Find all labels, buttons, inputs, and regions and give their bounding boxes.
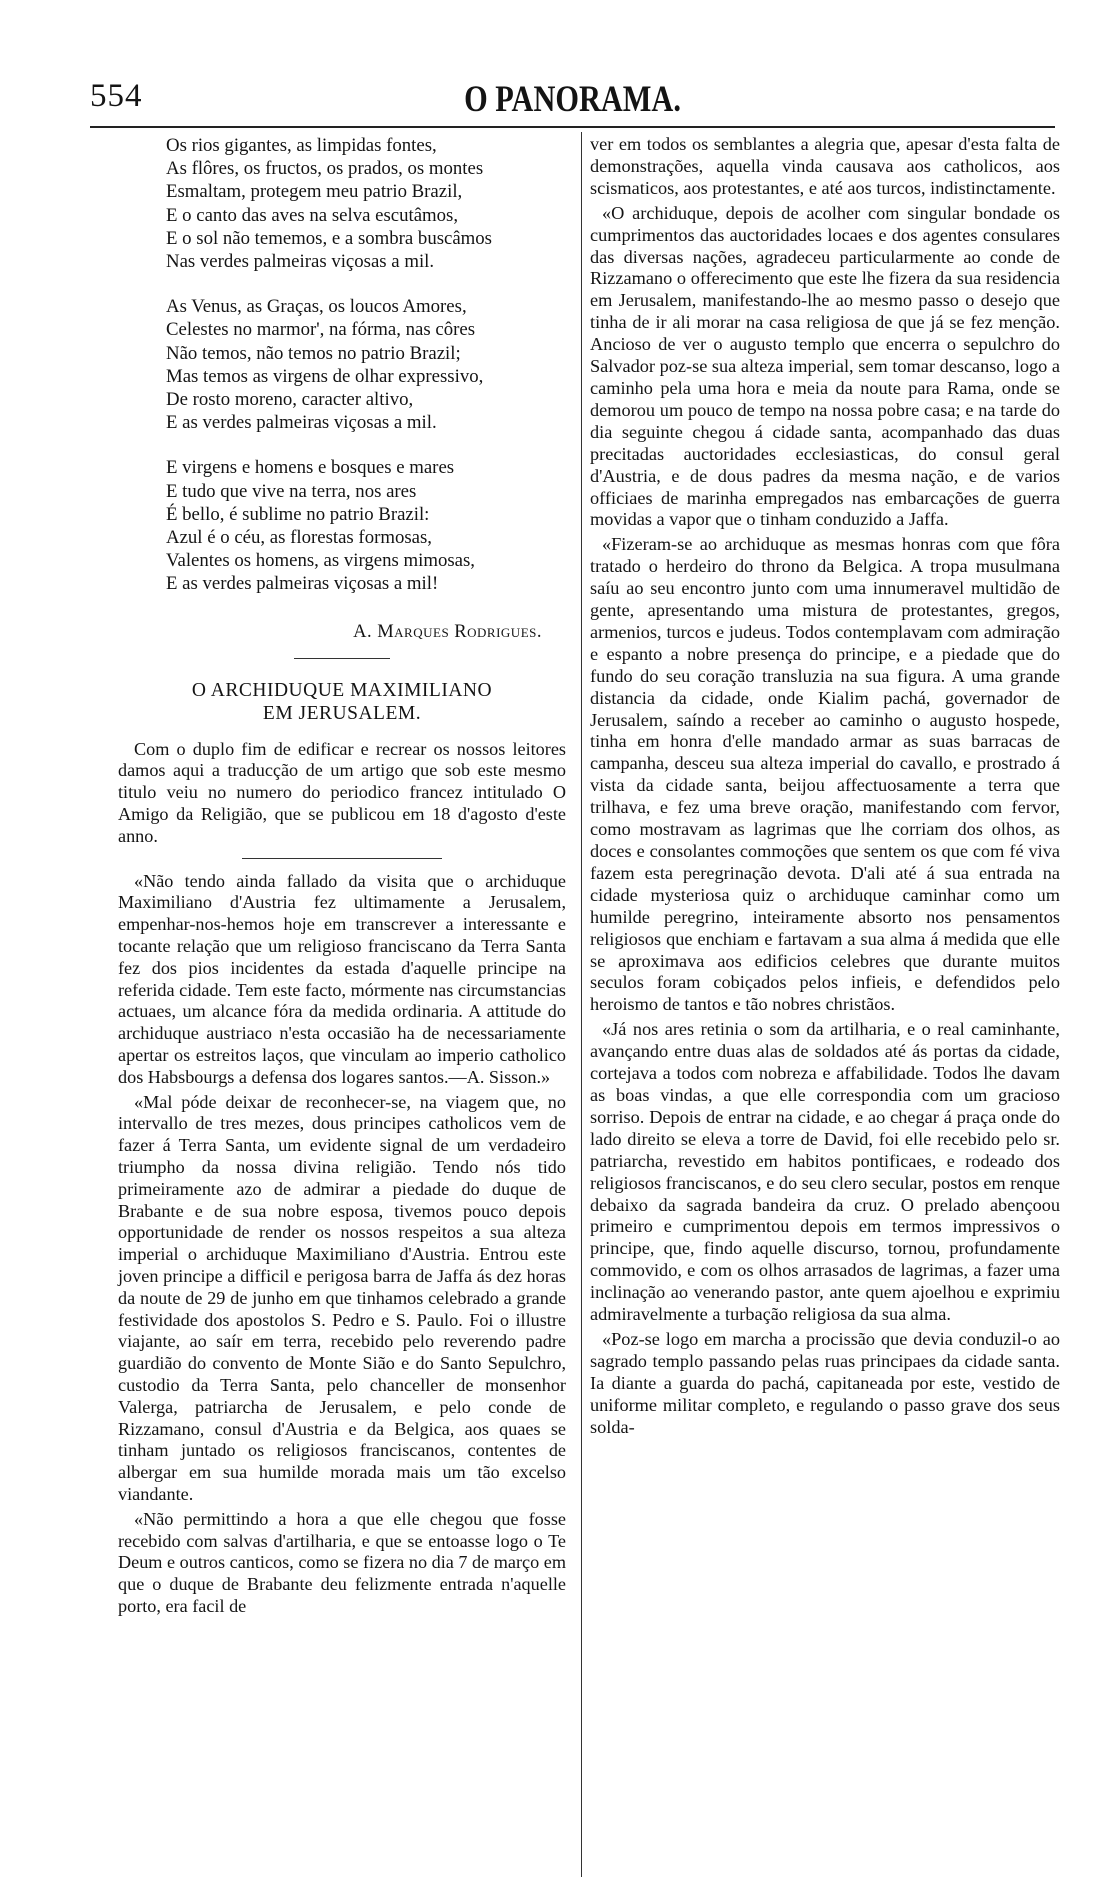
poem-line: Azul é o céu, as florestas formosas, [166,527,432,549]
poem-line: Valentes os homens, as virgens mimosas, [166,550,475,572]
poem-line: De rosto moreno, caracter altivo, [166,389,414,411]
article-paragraph: «Poz-se logo em marcha a procissão que devia conduzil-o ao sagrado templo passando pelas ruas principaes da cidade santa. Ia diante a guarda do pachá, capitaneada por este, vestido de uniforme militar completo, e regulando o passo grave dos seus solda- [590,1328,1060,1437]
poem-line: E tudo que vive na terra, nos ares [166,480,417,502]
poem-line: Não temos, não temos no patrio Brazil; [166,342,461,364]
poem-line: Nas verdes palmeiras viçosas a mil. [166,251,435,273]
poem-line: Celestes no marmor', na fórma, nas côres [166,319,476,341]
poem-line: Esmaltam, protegem meu patrio Brazil, [166,181,463,203]
section-divider [242,858,442,859]
poem-line: E o sol não tememos, e a sombra buscâmos [166,227,492,249]
page-number: 554 [90,78,143,114]
article-intro: Com o duplo fim de edificar e recrear os nossos leitores damos aqui a traducção de um artigo que sob este mesmo titulo veiu no numero do periodico francez intitulado O Amigo da Religião, que se publicou em 18 d'agosto d'este anno. [118,738,566,846]
poem-line: É bello, é sublime no patrio Brazil: [166,503,430,525]
article-paragraph: «Mal póde deixar de reconhecer-se, na viagem que, no intervallo de tres mezes, dous principes catholicos vem de fazer á Terra Santa, um evidente signal de um verdadeiro triumpho da nossa divina religião. Tendo nós tido primeiramente azo de admirar a piedade do duque de Brabante e de sua nobre esposa, tivemos pouco depois opportunidade de render os nossos respeitos a sua alteza imperial o archiduque Maximiliano d'Austria. Entrou este joven principe a difficil e perigosa barra de Jaffa ás dez horas da noute de 29 de junho em que tinhamos celebrado a grande festividade dos apostolos S. Pedro e S. Paulo. Foi o illustre viajante, ao saír em terra, recebido pelo reverendo padre guardião do convento de Monte Sião e do Santo Sepulchro, custodio da Terra Santa, pelo chanceller de monsenhor Valerga, patriarcha de Jerusalem, e pelo conde de Rizzamano, consul d'Austria e da Belgica, aos quaes se tinham juntado os religiosos franciscanos, contentes de albergar em sua humilde morada mais um tão excelso viandante. [118,1091,566,1504]
poem-stanza [166,295,566,434]
poem-line: E o canto das aves na selva escutâmos, [166,204,459,226]
article-paragraph: «Já nos ares retinia o som da artilharia, e o real caminhante, avançando entre duas alas de soldados até ás portas da cidade, cortejava a todos com nobreza e affabilidade. Todos lhe davam as boas vindas, a que elle correspondia com um gracioso sorriso. Depois de entrar na cidade, e ao chegar á praça onde do lado direito se eleva a torre de David, foi elle recebido pelo sr. patriarcha, revestido em habitos pontificaes, e rodeado dos religiosos franciscanos, e do seu clero secular, postos em renque debaixo da sagrada bandeira da cruz. O prelado abençoou primeiro e cumprimentou depois em termos impressivos o principe, que, findo aquelle discurso, tornou, profundamente commovido, e com os olhos arrasados de lagrimas, a fazer uma inclinação ao venerando pastor, ante quem ajoelhou e exprimiu admiravelmente a turbação religiosa da sua alma. [590,1019,1060,1325]
article-paragraph: «Não permittindo a hora a que elle chegou que fosse recebido com salvas d'artilharia, e que se entoasse logo o Te Deum e outros canticos, como se fizera no dia 7 de março em que o duque de Brabante deu felizmente entrada n'aquelle porto, era facil de [118,1508,566,1616]
article-paragraph: «Não tendo ainda fallado da visita que o archiduque Maximiliano d'Austria fez ultimamente a Jerusalem, empenhar-nos-hemos hoje em transcrever a interessante e tocante relação que um religioso franciscano da Terra Santa fez dos pios incidentes da estada d'aquelle principe na referida cidade. Tem este facto, mórmente nas circumstancias actuaes, um alcance fóra da medida ordinaria. A attitude do archiduque austriaco n'esta occasião ha de necessariamente apertar os estreitos laços, que vinculam ao imperio catholico dos Habsbourgs a defensa dos logares santos.—A. Sisson.» [118,870,566,1087]
journal-title: O PANORAMA. [464,79,681,120]
section-divider [294,658,390,659]
poem-line: E virgens e homens e bosques e mares [166,457,455,479]
article-paragraph: «Fizeram-se ao archiduque as mesmas honras com que fôra tratado o herdeiro do throno da Belgica. A tropa musulmana saíu ao seu encontro junto com uma innumeravel multidão de gente, apresentando uma mistura de protestantes, gregos, armenios, turcos e judeus. Todos contemplavam com admiração e espanto a nobre presença do principe, e a piedade que do fundo do seu coração transluzia na sua figura. A uma grande distancia da cidade, onde Kialim pachá, governador de Jerusalem, saíndo a receber ao caminho o augusto hospede, tinha em honra d'elle mandado armar as suas barracas de campanha, desceu sua alteza imperial do cavallo, e prostrado á vista da cidade santa, beijou affectuosamente a terra que trilhava, e fez uma breve oração, manifestando com fervor, como mostravam as lagrimas que lhe corriam dos olhos, as doces e consolantes commoções que sentem os que com fé viva fazem esta peregrinação devota. D'ali até á sua entrada na cidade mysteriosa quiz o archiduque caminhar como um humilde peregrino, inteiramente absorto nos pensamentos religiosos que enchiam e fartavam a sua alma á medida que elle se aproximava aos edificios celebres que durante muitos seculos foram cobiçados pelos infieis, e defendidos pelo heroismo de tantos e tão nobres christãos. [590,534,1060,1015]
left-column [118,134,566,1618]
poem-line: As Venus, as Graças, os loucos Amores, [166,296,467,318]
article-paragraph: «O archiduque, depois de acolher com singular bondade os cumprimentos das auctoridades locaes e dos agentes consulares das diversas nações, agradeceu particularmente ao conde de Rizzamano o offerecimento que este lhe fizera da sua residencia em Jerusalem, manifestando-lhe ao mesmo passo o desejo que tinha de ir ali morar na casa religiosa de que já se fez menção. Ancioso de ver o augusto templo que encerra o sepulchro do Salvador poz-se sua alteza imperial, sem tomar descanso, logo a caminho pela uma hora e meia da noute para Rama, onde se demorou um pouco de tempo na nossa pobre casa; e na tarde do dia seguinte chegou á cidade santa, acompanhado das duas precitadas auctoridades ecclesiasticas, do consul geral d'Austria, e de dous padres da mesma nação, e de varios officiaes de marinha empregados nas embarcações de guerra movidas a vapor que o tinham conduzido a Jaffa. [590,202,1060,530]
poem-signature: A. Marques Rodrigues. [353,621,542,642]
poem-line: Mas temos as virgens de olhar expressivo, [166,365,484,387]
poem-line: E as verdes palmeiras viçosas a mil. [166,412,437,434]
article-title [118,679,566,725]
poem-line: Os rios gigantes, as limpidas fontes, [166,135,437,156]
poem-stanza [166,134,566,273]
poem-line: E as verdes palmeiras viçosas a mil! [166,573,439,595]
poem [118,134,566,646]
column-divider [581,132,582,1877]
article-title-line: O ARCHIDUQUE MAXIMILIANO [191,679,493,701]
article-paragraph: ver em todos os semblantes a alegria que, apesar d'esta falta de demonstrações, aquella vinda causava aos catholicos, aos scismaticos, aos protestantes, e até aos turcos, indistinctamente. [590,134,1060,198]
poem-line: As flôres, os fructos, os prados, os montes [166,158,484,180]
page-header [90,78,1055,128]
poem-stanza [166,456,566,595]
right-column [590,134,1060,1438]
article-title-line: EM JERUSALEM. [262,702,422,724]
